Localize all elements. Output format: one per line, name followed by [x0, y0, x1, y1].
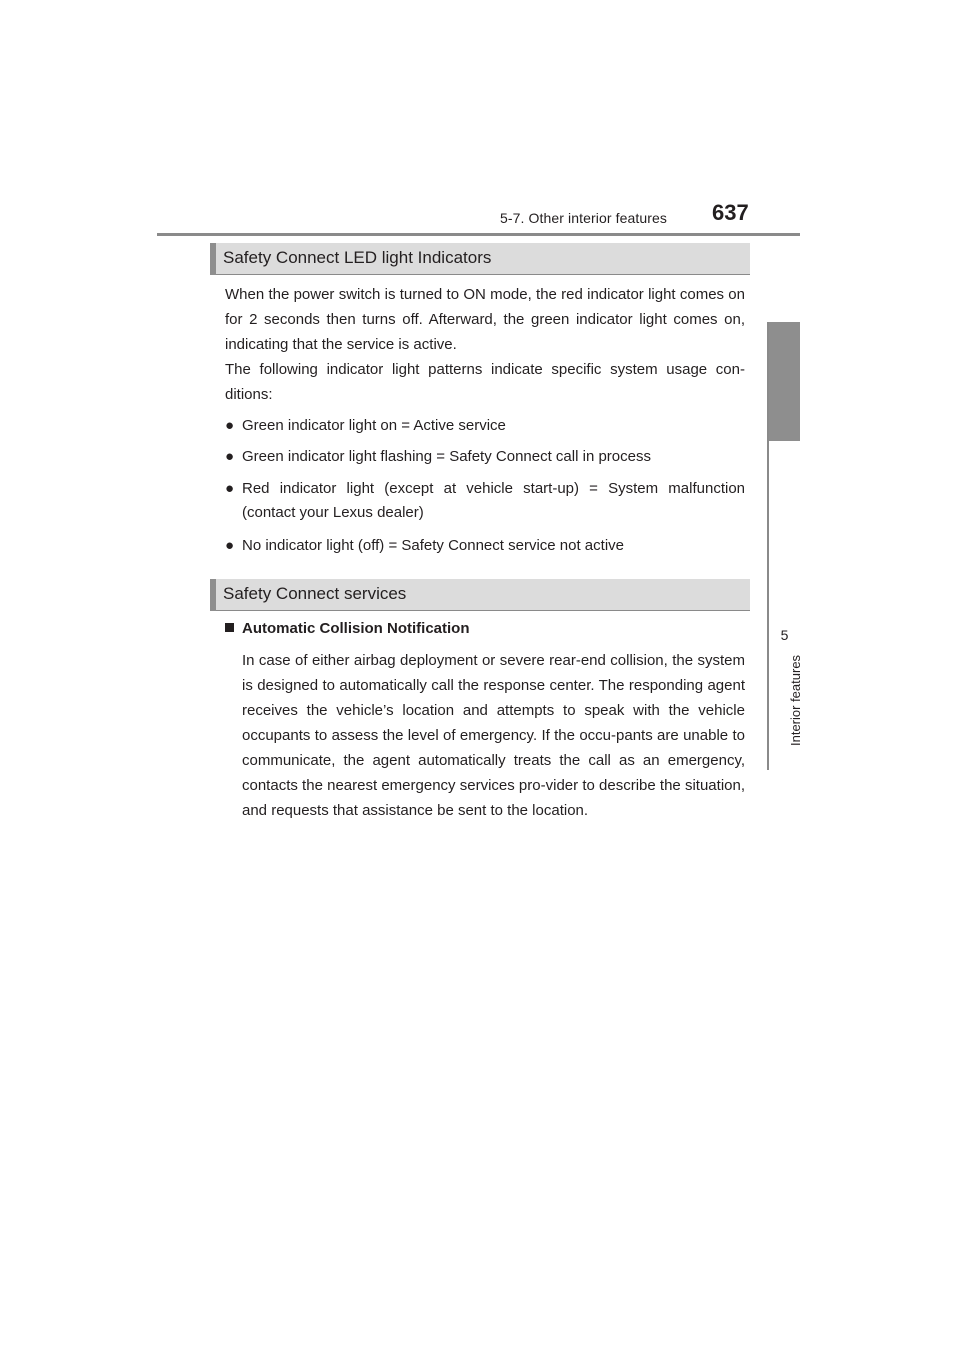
list-item — [225, 477, 745, 525]
list-item-text: No indicator light (off) = Safety Connect service not active — [242, 537, 624, 554]
section-heading-bar — [210, 579, 216, 611]
bullet-icon: ● — [225, 480, 235, 497]
bullet-icon: ● — [225, 417, 235, 434]
intro-paragraph: When the power switch is turned to ON mode, the red indicator light comes on for 2 seconds then turns off. Afterward, the green indicator light comes on, indicating that the service is active. — [225, 286, 745, 353]
section-heading-services — [210, 579, 750, 611]
header-divider — [157, 233, 800, 236]
running-header-section: 5-7. Other interior features — [500, 210, 667, 226]
list-item — [225, 414, 745, 438]
list-item — [225, 445, 745, 469]
subheading-automatic-collision — [225, 620, 470, 637]
list-item-text: Green indicator light flashing = Safety Connect call in process — [242, 448, 651, 465]
section-heading-bar — [210, 243, 216, 275]
page-number: 637 — [712, 200, 749, 225]
subheading-text: Automatic Collision Notification — [242, 620, 470, 637]
bullet-icon: ● — [225, 537, 235, 554]
chapter-number: 5 — [780, 627, 789, 643]
list-item-text: Red indicator light (except at vehicle start-up) = System malfunction (contact your Lexus dealer) — [242, 480, 745, 521]
section-heading-led-indicators — [210, 243, 750, 275]
chapter-title: Interior features — [788, 654, 803, 746]
list-item — [225, 534, 745, 558]
collision-notification-paragraph: In case of either airbag deployment or severe rear-end collision, the system is designed to automatically call the response center. The responding agent receives the vehicle’s location and attempts to speak with the vehicle occupants to assess the level of emergency. If the occu-pants are unable to communicate, the agent automatically treats the call as an emergency, contacts the nearest emergency services pro-vider to describe the situation, and requests that assistance be sent to the location. — [242, 652, 745, 819]
section-heading-title: Safety Connect LED light Indicators — [223, 248, 492, 267]
patterns-intro-paragraph: The following indicator light patterns indicate specific system usage con-ditions: — [225, 361, 745, 403]
bullet-icon: ● — [225, 448, 235, 465]
list-item-text: Green indicator light on = Active service — [242, 417, 506, 434]
chapter-tab-marker — [769, 322, 800, 441]
square-bullet-icon — [225, 623, 234, 632]
section-heading-title: Safety Connect services — [223, 584, 407, 603]
